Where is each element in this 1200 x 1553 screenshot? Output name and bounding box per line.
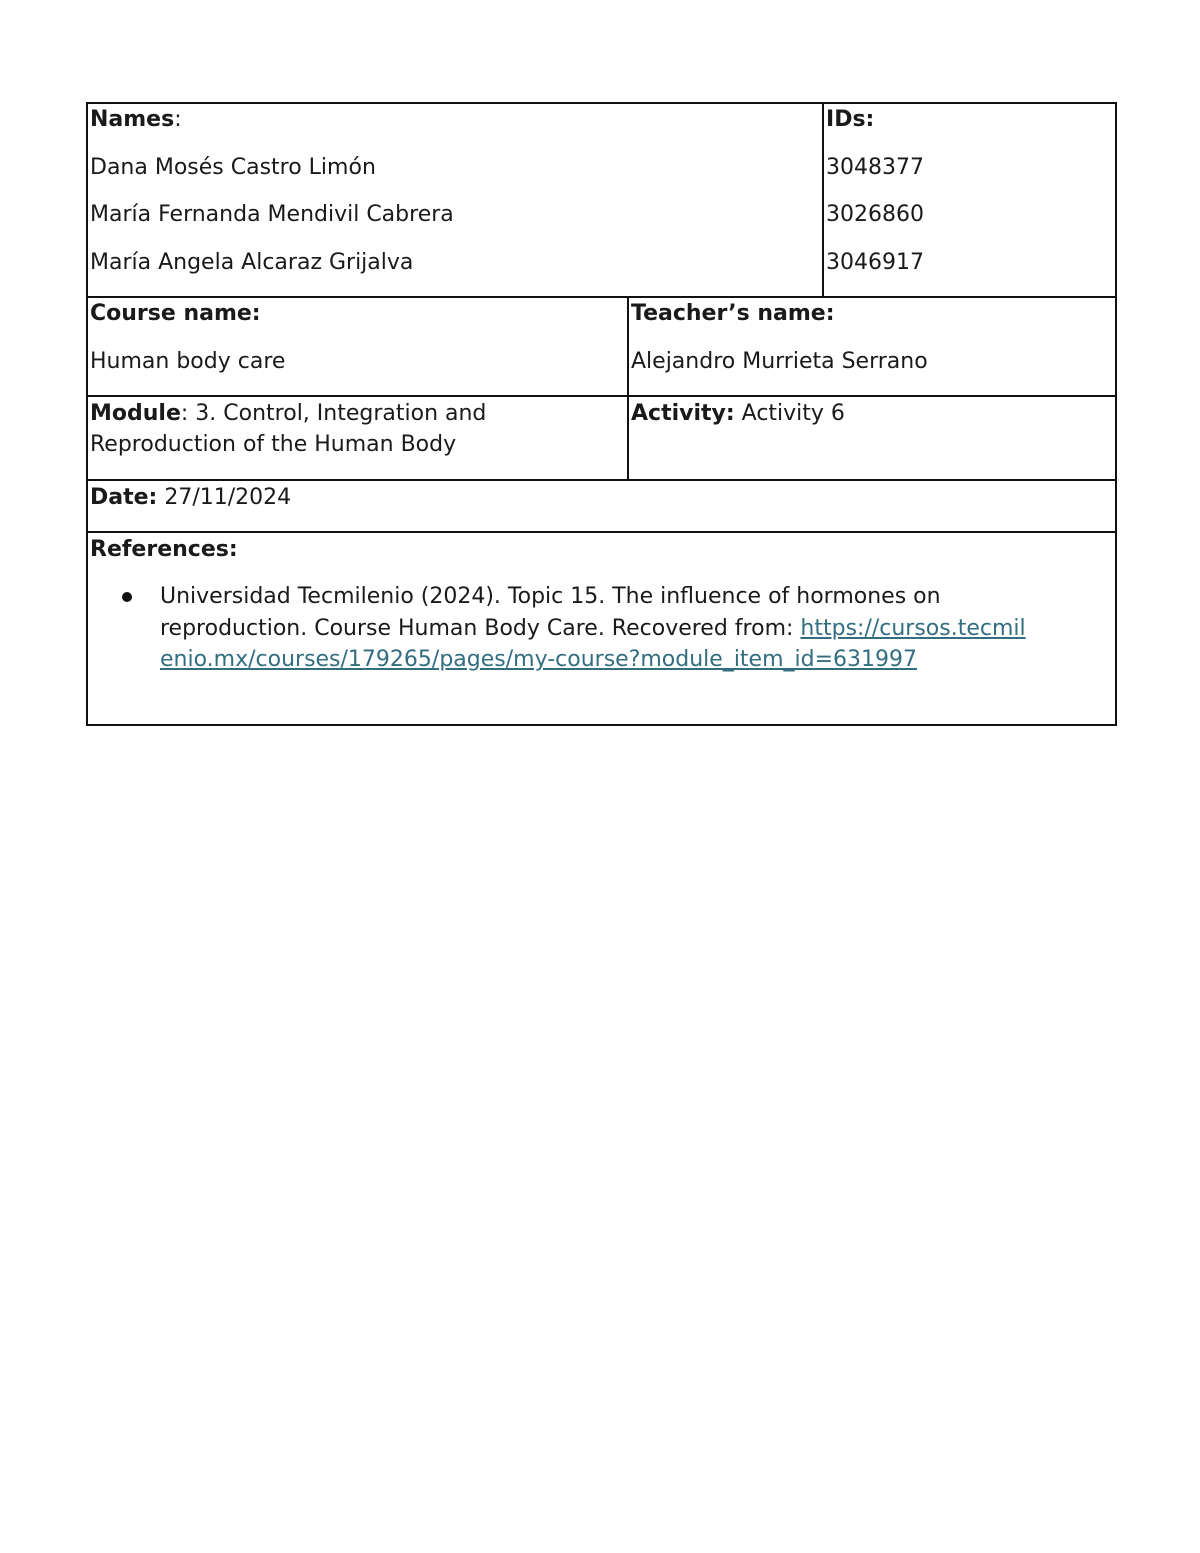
teacher-cell [628, 297, 1116, 396]
names-ids-row [87, 103, 1116, 297]
student-id: 3048377 [826, 154, 924, 180]
names-cell [87, 103, 823, 297]
activity-cell [628, 396, 1116, 480]
student-name: María Angela Alcaraz Grijalva [90, 249, 414, 275]
cover-info-table [86, 102, 1117, 726]
module-label: Module [90, 401, 181, 426]
student-name: Dana Mosés Castro Limón [90, 154, 376, 180]
date-text [90, 481, 1113, 513]
date-row [87, 480, 1116, 532]
ids-cell [823, 103, 1116, 297]
date-value: 27/11/2024 [157, 485, 292, 510]
reference-link[interactable]: https://cursos.tecmilenio.mx/courses/179265/pages/my-course?module_item_id=631997 [160, 615, 1026, 672]
module-text [90, 397, 625, 460]
bullet-icon [122, 592, 132, 602]
reference-text: Universidad Tecmilenio (2024). Topic 15. The influence of hormones on reproduction. Course Human Body Care. Recovered from: [160, 584, 941, 641]
module-activity-row [87, 396, 1116, 480]
date-label: Date: [90, 485, 158, 510]
ids-heading: IDs: [826, 107, 875, 132]
activity-value: Activity 6 [734, 401, 845, 426]
course-label: Course name: [90, 301, 261, 326]
date-cell [87, 480, 1116, 532]
names-heading: Names: [90, 107, 182, 132]
student-id: 3046917 [826, 249, 924, 275]
reference-item [160, 581, 1113, 676]
teacher-label: Teacher’s name: [631, 301, 835, 326]
course-cell [87, 297, 628, 396]
student-name: María Fernanda Mendivil Cabrera [90, 202, 454, 227]
student-id: 3026860 [826, 202, 924, 227]
module-value: : 3. Control, Integration and Reproduction of the Human Body [90, 401, 487, 457]
module-cell [87, 396, 628, 480]
references-label: References: [90, 537, 238, 562]
course-teacher-row [87, 297, 1116, 396]
references-cell [87, 532, 1116, 725]
teacher-value: Alejandro Murrieta Serrano [631, 348, 928, 374]
references-list [90, 581, 1113, 676]
activity-text [631, 397, 1113, 429]
course-value: Human body care [90, 348, 286, 374]
activity-label: Activity: [631, 401, 735, 426]
references-row [87, 532, 1116, 725]
